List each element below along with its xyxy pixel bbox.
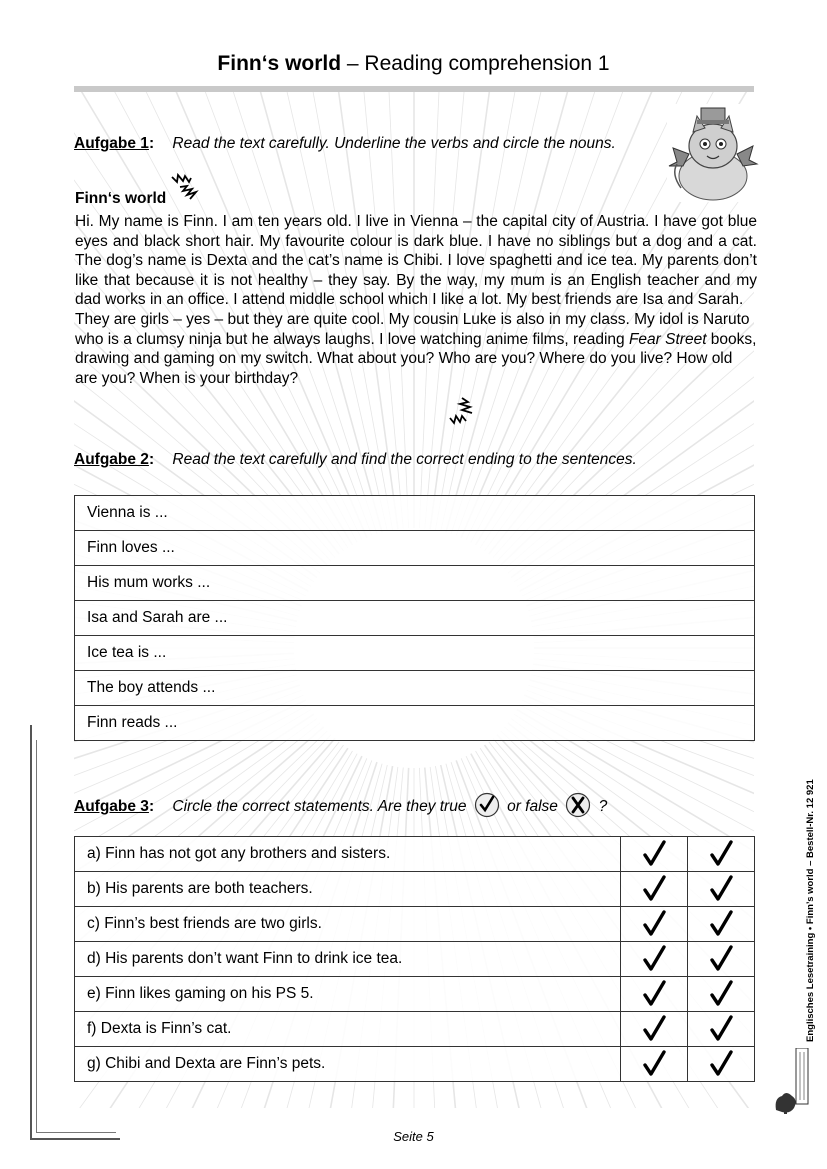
task3-instruction-b: or false	[507, 798, 558, 815]
table-row	[75, 531, 755, 566]
table-row	[75, 907, 755, 942]
checkmark-icon	[639, 1049, 669, 1079]
zigzag-icon	[170, 173, 200, 201]
zigzag-icon	[448, 396, 478, 426]
table-row	[75, 671, 755, 706]
checkmark-icon	[639, 874, 669, 904]
checkmark-icon	[706, 944, 736, 974]
table-row	[75, 601, 755, 636]
checkmark-icon	[706, 839, 736, 869]
check-false-cell[interactable]	[688, 1047, 755, 1082]
check-true-cell[interactable]	[621, 837, 688, 872]
sentence-start: The boy attends ...	[75, 671, 755, 706]
sentence-start: His mum works ...	[75, 566, 755, 601]
checkmark-icon	[639, 909, 669, 939]
true-false-table	[74, 836, 755, 1082]
page-title: Finn‘s world – Reading comprehension 1	[217, 52, 610, 75]
statement: e) Finn likes gaming on his PS 5.	[75, 977, 621, 1012]
frame-line	[36, 740, 37, 1132]
task1-heading: Aufgabe 1: Read the text carefully. Underline the verbs and circle the nouns.	[74, 135, 616, 152]
task1-label: Aufgabe 1	[74, 135, 149, 152]
story-paragraph-2: They are girls – yes – but they are quite cool. My cousin Luke is also in my class. My idol is Naruto who is a clumsy ninja but he always laughs. I love watching anime films, reading Fear Street books, drawing and gaming on my switch. What about you? Who are you? Where do you live? How old are you? When is your birthday?	[75, 310, 757, 387]
task3-label: Aufgabe 3	[74, 798, 149, 815]
table-row	[75, 566, 755, 601]
check-true-cell[interactable]	[621, 907, 688, 942]
checkmark-icon	[639, 979, 669, 1009]
task2-label: Aufgabe 2	[74, 451, 149, 468]
sentence-start: Vienna is ...	[75, 496, 755, 531]
title-rule	[74, 86, 754, 92]
task1-instruction: Read the text carefully. Underline the verbs and circle the nouns.	[172, 135, 616, 152]
sentence-start: Finn reads ...	[75, 706, 755, 741]
check-true-cell[interactable]	[621, 942, 688, 977]
sentence-endings-table	[74, 495, 755, 741]
task2-instruction: Read the text carefully and find the correct ending to the sentences.	[172, 451, 637, 468]
frame-line	[30, 725, 32, 1140]
check-true-cell[interactable]	[621, 872, 688, 907]
checkmark-icon	[706, 1014, 736, 1044]
check-true-cell[interactable]	[621, 977, 688, 1012]
side-order-text: Englisches Lesetraining • Finn’s world – Bestell-Nr. 12 921	[805, 779, 816, 1042]
check-false-cell[interactable]	[688, 907, 755, 942]
check-false-cell[interactable]	[688, 837, 755, 872]
table-row	[75, 977, 755, 1012]
checkmark-icon	[706, 979, 736, 1009]
check-true-cell[interactable]	[621, 1047, 688, 1082]
check-circle-icon	[474, 792, 500, 818]
task3-instruction-a: Circle the correct statements. Are they true	[172, 798, 467, 815]
table-row	[75, 872, 755, 907]
sentence-start: Ice tea is ...	[75, 636, 755, 671]
kohl-verlag-logo	[772, 1048, 812, 1116]
check-false-cell[interactable]	[688, 977, 755, 1012]
check-false-cell[interactable]	[688, 1012, 755, 1047]
table-row	[75, 942, 755, 977]
statement: c) Finn’s best friends are two girls.	[75, 907, 621, 942]
table-row	[75, 837, 755, 872]
table-row	[75, 706, 755, 741]
checkmark-icon	[639, 1014, 669, 1044]
story-paragraph-1: Hi. My name is Finn. I am ten years old. I live in Vienna – the capital city of Austria. I have got blue eyes and black short hair. My favourite colour is dark blue. I have no siblings but a dog and a cat. The dog’s name is Dexta and the cat’s name is Chibi. I love spaghetti and ice tea. My parents don’t like that because it is not healthy – they say. By the way, my mum is an English teacher and my dad works in an office. I attend middle school which I like a lot. My best friends are Isa and Sarah.	[75, 213, 757, 309]
story-title: Finn‘s world	[75, 190, 167, 207]
check-false-cell[interactable]	[688, 942, 755, 977]
table-row	[75, 496, 755, 531]
table-row	[75, 636, 755, 671]
sentence-start: Finn loves ...	[75, 531, 755, 566]
checkmark-icon	[706, 874, 736, 904]
task3-heading: Aufgabe 3: Circle the correct statements. Are they true or false ?	[74, 792, 607, 818]
table-row	[75, 1012, 755, 1047]
checkmark-icon	[639, 944, 669, 974]
sentence-start: Isa and Sarah are ...	[75, 601, 755, 636]
x-circle-icon	[565, 792, 591, 818]
page-number: Seite 5	[393, 1129, 434, 1144]
checkmark-icon	[706, 1049, 736, 1079]
statement: d) His parents don’t want Finn to drink ice tea.	[75, 942, 621, 977]
task2-heading: Aufgabe 2: Read the text carefully and find the correct ending to the sentences.	[74, 451, 637, 468]
check-false-cell[interactable]	[688, 872, 755, 907]
check-true-cell[interactable]	[621, 1012, 688, 1047]
statement: f) Dexta is Finn’s cat.	[75, 1012, 621, 1047]
task3-instruction-c: ?	[598, 798, 608, 815]
checkmark-icon	[706, 909, 736, 939]
statement: g) Chibi and Dexta are Finn’s pets.	[75, 1047, 621, 1082]
checkmark-icon	[639, 839, 669, 869]
statement: a) Finn has not got any brothers and sisters.	[75, 837, 621, 872]
statement: b) His parents are both teachers.	[75, 872, 621, 907]
cat-mascot-icon	[667, 104, 759, 202]
table-row	[75, 1047, 755, 1082]
story-text	[75, 212, 757, 388]
